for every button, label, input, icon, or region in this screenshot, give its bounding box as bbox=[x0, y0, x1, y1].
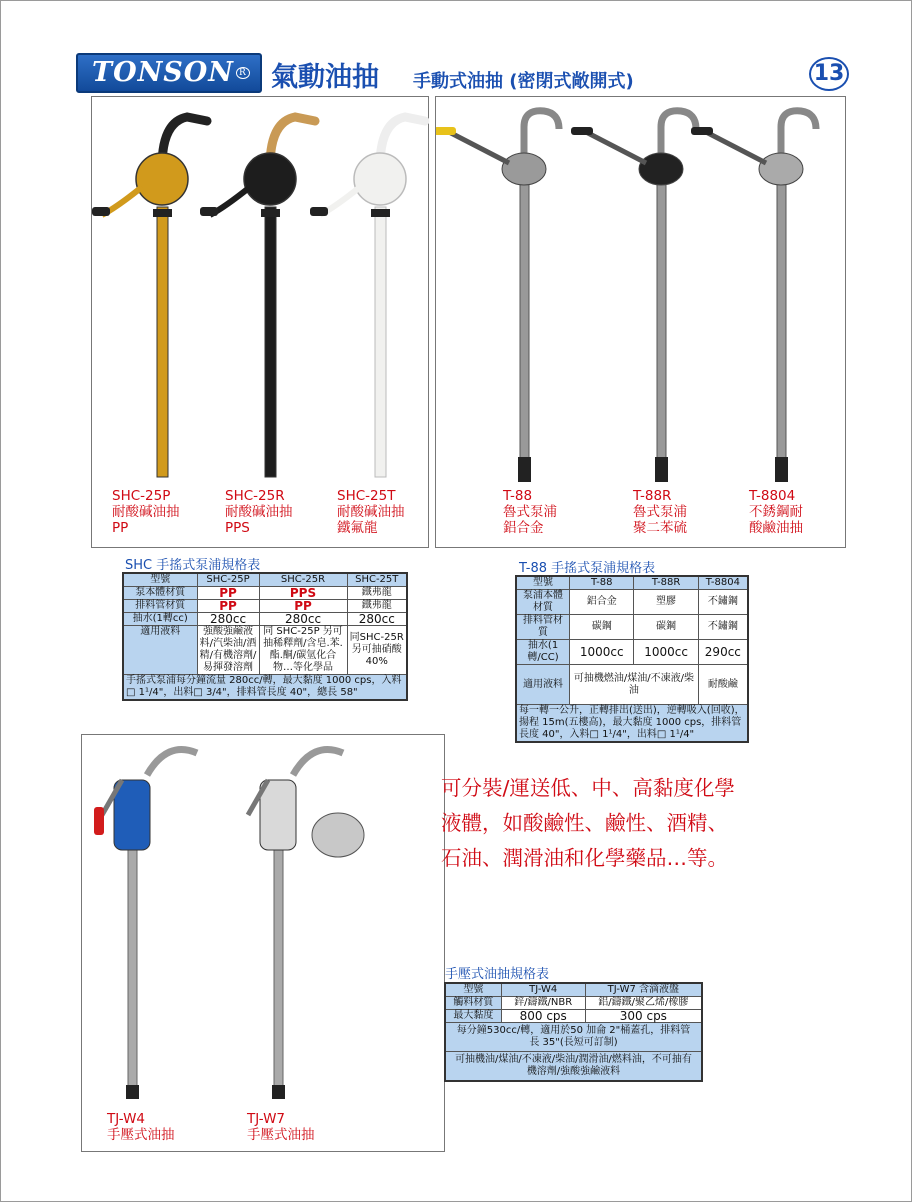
tube-foot bbox=[518, 457, 531, 482]
t88r-desc: 魯式泵浦 bbox=[633, 504, 687, 520]
crank-handle bbox=[691, 127, 713, 135]
table-row bbox=[516, 576, 748, 590]
promo-line: 石油、潤滑油和化學藥品…等。 bbox=[441, 846, 728, 870]
drip-tray bbox=[312, 813, 364, 857]
pump-body bbox=[639, 153, 683, 185]
table-row bbox=[516, 640, 748, 665]
bung-adapter bbox=[371, 209, 390, 217]
crank-arm bbox=[706, 132, 766, 163]
crank-handle bbox=[310, 207, 328, 216]
pump-body bbox=[759, 153, 803, 185]
table-cell: 塑膠 bbox=[634, 590, 698, 615]
table-cell: 碳鋼 bbox=[634, 615, 698, 640]
table-cell: 鐵弗龍 bbox=[347, 600, 407, 613]
row-label: 排料管材質 bbox=[123, 600, 197, 613]
row-label: 抽水(1轉cc) bbox=[123, 613, 197, 626]
table-note: 可抽機油/煤油/不凍液/柴油/潤滑油/燃料油，不可抽有機溶劑/強酸強鹼液料 bbox=[445, 1052, 702, 1082]
row-label: 適用液料 bbox=[516, 665, 570, 705]
table-cell: 鋁/鑄鐵/聚乙烯/橡膠 bbox=[585, 997, 702, 1010]
t88-pumps-illustration bbox=[436, 97, 847, 549]
table-note: 每分鐘530cc/轉，適用於50 加侖 2"桶蓋孔，排料管長 35"(長短可訂制) bbox=[445, 1023, 702, 1052]
table-row bbox=[516, 665, 748, 705]
table-row bbox=[445, 997, 702, 1010]
tj-table-caption: 手壓式油抽規格表 bbox=[445, 967, 550, 982]
outlet-spout bbox=[147, 749, 197, 775]
table-row bbox=[516, 705, 748, 743]
t8804-material: 酸鹼油抽 bbox=[749, 520, 803, 536]
header-cell: 型號 bbox=[516, 576, 570, 590]
header-cell: TJ-W4 bbox=[501, 983, 585, 997]
tjw4-model: TJ-W4 bbox=[107, 1111, 146, 1127]
header-cell: T-8804 bbox=[698, 576, 748, 590]
shc-pumps-illustration bbox=[92, 97, 430, 549]
shc25r-material: PPS bbox=[225, 520, 250, 536]
table-cell: 強酸強鹼液料/汽柴油/酒精/有機溶劑/易揮發溶劑 bbox=[197, 626, 259, 675]
bung-adapter bbox=[261, 209, 280, 217]
suction-tube bbox=[520, 177, 529, 477]
tj-spec-table bbox=[444, 982, 703, 1082]
table-row bbox=[445, 1023, 702, 1052]
shc25p-label bbox=[112, 488, 180, 536]
shc25p-desc: 耐酸碱油抽 bbox=[112, 504, 180, 520]
tonson-logo bbox=[76, 53, 262, 93]
table-cell: PPS bbox=[259, 587, 347, 600]
table-row bbox=[445, 1052, 702, 1082]
table-cell: 鋁合金 bbox=[570, 590, 634, 615]
table-cell: 800 cps bbox=[501, 1010, 585, 1023]
table-row bbox=[123, 600, 407, 613]
brand-name: TONSON bbox=[92, 57, 234, 88]
tjw4-label bbox=[107, 1111, 175, 1143]
crank-handle bbox=[92, 207, 110, 216]
t88r-model: T-88R bbox=[633, 488, 672, 504]
shc25p-model: SHC-25P bbox=[112, 488, 171, 504]
table-row bbox=[123, 573, 407, 587]
t88-material: 鋁合金 bbox=[503, 520, 544, 536]
outlet-spout bbox=[293, 749, 343, 775]
table-note: 手搖式泵浦每分鐘流量 280cc/轉，最大黏度 1000 cps，入料□ 1¹/4"，出料□ 3/4"，排料管長度 40"，總長 58" bbox=[123, 675, 407, 701]
t88r-material: 聚二苯硫 bbox=[633, 520, 687, 536]
header-cell: TJ-W7 含滴液盤 bbox=[585, 983, 702, 997]
t8804-desc: 不銹鋼耐 bbox=[749, 504, 803, 520]
table-row bbox=[445, 1010, 702, 1023]
tj-pumps-illustration bbox=[82, 735, 446, 1153]
crank-arm bbox=[586, 132, 646, 163]
table-row bbox=[123, 626, 407, 675]
tube-foot bbox=[126, 1085, 139, 1099]
t88-spec-table bbox=[515, 575, 749, 743]
header-cell: 型號 bbox=[445, 983, 501, 997]
table-cell: PP bbox=[259, 600, 347, 613]
row-label: 最大黏度 bbox=[445, 1010, 501, 1023]
shc25p-material: PP bbox=[112, 520, 129, 536]
tube-foot bbox=[655, 457, 668, 482]
table-cell: 鐵弗龍 bbox=[347, 587, 407, 600]
crank-handle bbox=[436, 127, 456, 135]
header-cell: SHC-25P bbox=[197, 573, 259, 587]
page-subtitle: 手動式油抽 (密閉式敞開式) bbox=[413, 71, 634, 92]
promo-text bbox=[441, 771, 735, 876]
shc25t-model: SHC-25T bbox=[337, 488, 396, 504]
table-row bbox=[445, 983, 702, 997]
promo-line: 液體，如酸鹼性、鹼性、酒精、 bbox=[441, 811, 728, 835]
suction-tube bbox=[157, 207, 168, 477]
table-cell: 碳鋼 bbox=[570, 615, 634, 640]
header-cell: SHC-25T bbox=[347, 573, 407, 587]
table-row bbox=[123, 587, 407, 600]
t8804-model: T-8804 bbox=[749, 488, 796, 504]
table-cell: 同SHC-25R另可抽硝酸40% bbox=[347, 626, 407, 675]
page-title: 氣動油抽 bbox=[271, 62, 379, 93]
crank-arm bbox=[449, 132, 509, 163]
registered-mark: R bbox=[236, 67, 250, 79]
suction-tube bbox=[128, 845, 137, 1095]
table-cell: 1000cc bbox=[634, 640, 698, 665]
header-cell: T-88 bbox=[570, 576, 634, 590]
suction-tube bbox=[777, 177, 786, 477]
tjw7-desc: 手壓式油抽 bbox=[247, 1127, 315, 1143]
t88-model: T-88 bbox=[503, 488, 533, 504]
table-row bbox=[516, 590, 748, 615]
tjw7-model: TJ-W7 bbox=[247, 1111, 286, 1127]
shc-spec-table bbox=[122, 572, 408, 701]
shc25t-material: 鐵氟龍 bbox=[337, 520, 378, 536]
promo-line: 可分裝/運送低、中、高黏度化學 bbox=[441, 776, 735, 800]
table-row bbox=[123, 675, 407, 701]
shc-photo-frame bbox=[91, 96, 429, 548]
suction-tube bbox=[265, 207, 276, 477]
suction-tube bbox=[657, 177, 666, 477]
tube-foot bbox=[272, 1085, 285, 1099]
table-cell: 280cc bbox=[197, 613, 259, 626]
table-note: 每一轉一公升，正轉排出(送出)，逆轉吸入(回收)，揚程 15m(五樓高)，最大黏度 1000 cps，排料管長度 40"，入料□ 1¹/4"，出料□ 1¹/4" bbox=[516, 705, 748, 743]
tj-photo-frame bbox=[81, 734, 445, 1152]
pump-body bbox=[260, 780, 296, 850]
table-cell: 鋅/鑄鐵/NBR bbox=[501, 997, 585, 1010]
suction-tube bbox=[274, 845, 283, 1095]
table-cell: 不鏽鋼 bbox=[698, 590, 748, 615]
tjw7-label bbox=[247, 1111, 315, 1143]
t88r-label bbox=[633, 488, 687, 536]
shc-table-caption: SHC 手搖式泵浦規格表 bbox=[125, 558, 261, 573]
table-cell: PP bbox=[197, 587, 259, 600]
t88-desc: 魯式泵浦 bbox=[503, 504, 557, 520]
table-cell: 可抽機燃油/煤油/不凍液/柴油 bbox=[570, 665, 699, 705]
row-label: 觸料材質 bbox=[445, 997, 501, 1010]
t88-photo-frame bbox=[435, 96, 846, 548]
table-cell: PP bbox=[197, 600, 259, 613]
t8804-label bbox=[749, 488, 803, 536]
pump-body bbox=[244, 153, 296, 205]
bung-adapter bbox=[153, 209, 172, 217]
lever-grip bbox=[94, 807, 104, 835]
row-label: 適用液料 bbox=[123, 626, 197, 675]
crank-handle bbox=[571, 127, 593, 135]
table-cell: 280cc bbox=[259, 613, 347, 626]
table-cell: 不鏽鋼 bbox=[698, 615, 748, 640]
shc25t-label bbox=[337, 488, 405, 536]
table-cell: 280cc bbox=[347, 613, 407, 626]
shc25r-desc: 耐酸碱油抽 bbox=[225, 504, 293, 520]
table-row bbox=[516, 615, 748, 640]
shc25r-model: SHC-25R bbox=[225, 488, 285, 504]
shc25t-desc: 耐酸碱油抽 bbox=[337, 504, 405, 520]
header-cell: 型號 bbox=[123, 573, 197, 587]
table-cell: 1000cc bbox=[570, 640, 634, 665]
suction-tube bbox=[375, 207, 386, 477]
row-label: 泵本體材質 bbox=[123, 587, 197, 600]
pump-body bbox=[114, 780, 150, 850]
tube-foot bbox=[775, 457, 788, 482]
row-label: 抽水(1轉/CC) bbox=[516, 640, 570, 665]
table-cell: 耐酸鹼 bbox=[698, 665, 748, 705]
table-row bbox=[123, 613, 407, 626]
pump-body bbox=[136, 153, 188, 205]
crank-handle bbox=[200, 207, 218, 216]
tjw4-desc: 手壓式油抽 bbox=[107, 1127, 175, 1143]
table-cell: 同 SHC-25P 另可抽稀釋劑/含皂.苯.酯.酮/碳氫化合物…等化學品 bbox=[259, 626, 347, 675]
header-cell: T-88R bbox=[634, 576, 698, 590]
row-label: 排料管材質 bbox=[516, 615, 570, 640]
t88-table-caption: T-88 手搖式泵浦規格表 bbox=[519, 561, 656, 576]
pump-body bbox=[502, 153, 546, 185]
page-number-badge: 13 bbox=[809, 57, 849, 91]
table-cell: 290cc bbox=[698, 640, 748, 665]
pump-body bbox=[354, 153, 406, 205]
header-cell: SHC-25R bbox=[259, 573, 347, 587]
row-label: 泵浦本體材質 bbox=[516, 590, 570, 615]
t88-label bbox=[503, 488, 557, 536]
table-cell: 300 cps bbox=[585, 1010, 702, 1023]
shc25r-label bbox=[225, 488, 293, 536]
